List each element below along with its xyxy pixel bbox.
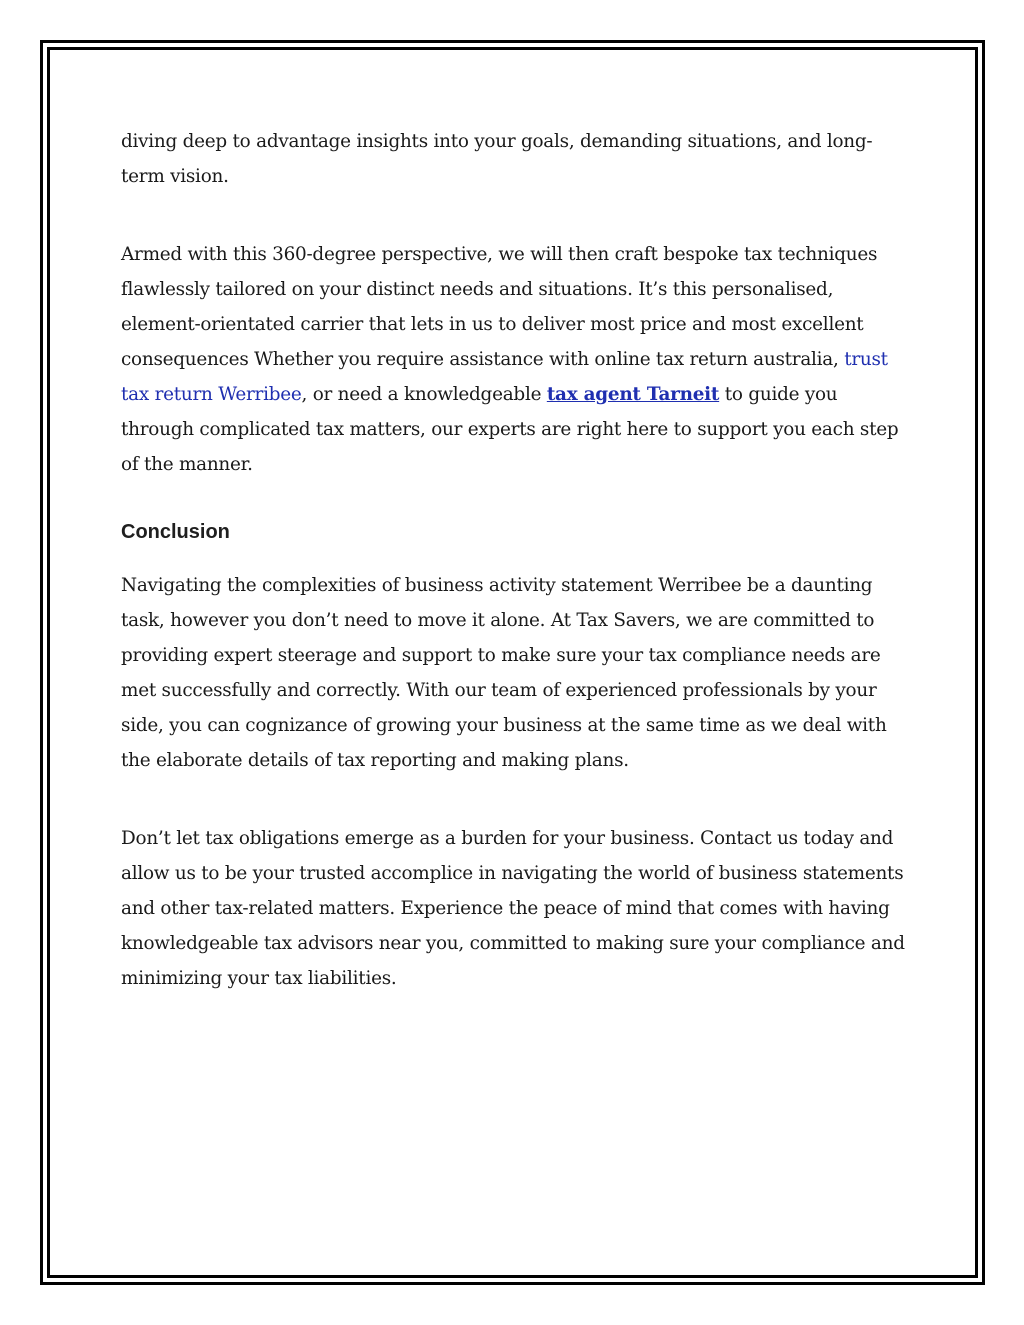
- document-body: [121, 124, 911, 996]
- paragraph-call-to-action: Don’t let tax obligations emerge as a burden for your business. Contact us today and allow us to be your trusted accomplice in navigating the world of business statements and other tax-related matters. Experience the peace of mind that comes with having knowledgeable tax advisors near you, committed to making sure your compliance and minimizing your tax liabilities.: [121, 828, 905, 989]
- paragraph-perspective-text-2: , or need a knowledgeable: [301, 384, 547, 405]
- conclusion-heading: Conclusion: [121, 521, 230, 543]
- trust-tax-return-werribee-link[interactable]: trust tax return Werribee: [121, 349, 888, 405]
- tax-agent-tarneit-link[interactable]: tax agent Tarneit: [546, 384, 720, 405]
- paragraph-perspective: [121, 237, 911, 482]
- paragraph-perspective-text-3: to guide you through complicated tax matters, our experts are right here to support you each step of the manner.: [121, 384, 899, 475]
- paragraph-intro-continuation: diving deep to advantage insights into your goals, demanding situations, and long-term vision.: [121, 131, 873, 187]
- paragraph-conclusion: Navigating the complexities of business activity statement Werribee be a daunting task, however you don’t need to move it alone. At Tax Savers, we are committed to providing expert steerage and support to make sure your tax compliance needs are met successfully and correctly. With our team of experienced professionals by your side, you can cognizance of growing your business at the same time as we deal with the elaborate details of tax reporting and making plans.: [121, 575, 887, 771]
- paragraph-perspective-text-1: Armed with this 360-degree perspective, we will then craft bespoke tax techniques flawlessly tailored on your distinct needs and situations. It’s this personalised, element-orientated carrier that lets in us to deliver most price and most excellent consequences Whether you require assistance with online tax return australia,: [121, 244, 878, 370]
